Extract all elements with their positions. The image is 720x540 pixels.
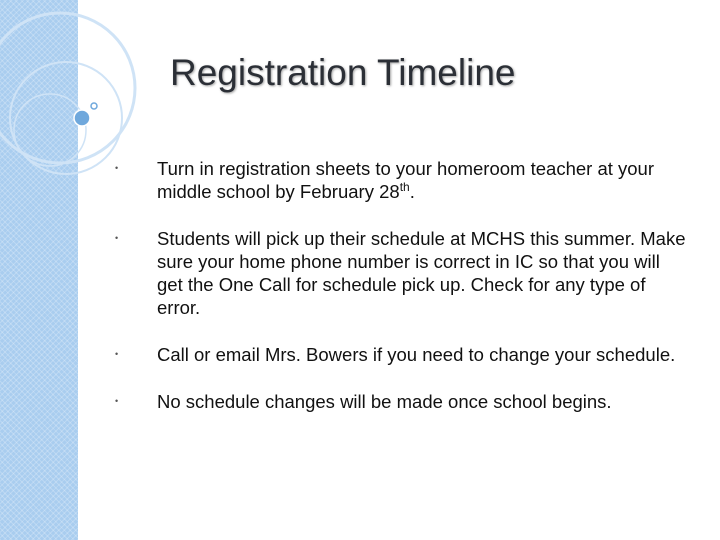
slide-title: Registration Timeline (170, 52, 516, 93)
bullet-item (110, 227, 690, 319)
filled-dot (74, 110, 90, 126)
bullet-list (110, 157, 690, 413)
bullet-marker: • (115, 349, 119, 359)
bullet-marker: • (115, 396, 119, 406)
inner-ring (14, 94, 86, 166)
bullet-item (110, 157, 690, 203)
bullet-text: Call or email Mrs. Bowers if you need to change your schedule. (157, 344, 676, 365)
bullet-marker: • (115, 163, 119, 173)
bullet-text: No schedule changes will be made once school begins. (157, 391, 612, 412)
bullet-marker: • (115, 233, 119, 243)
large-ring (0, 13, 135, 163)
bullet-text: Turn in registration sheets to your homeroom teacher at your middle school by February 28 (157, 158, 654, 202)
bullet-superscript: th (399, 180, 410, 194)
bullet-text: Students will pick up their schedule at MCHS this summer. Make sure your home phone number is correct in IC so that you will get the One Call for schedule pick up. Check for any type of error. (157, 228, 686, 318)
bullet-trailing: . (409, 181, 415, 202)
small-dot (91, 103, 97, 109)
bullet-item (110, 390, 690, 413)
bullet-item (110, 343, 690, 366)
